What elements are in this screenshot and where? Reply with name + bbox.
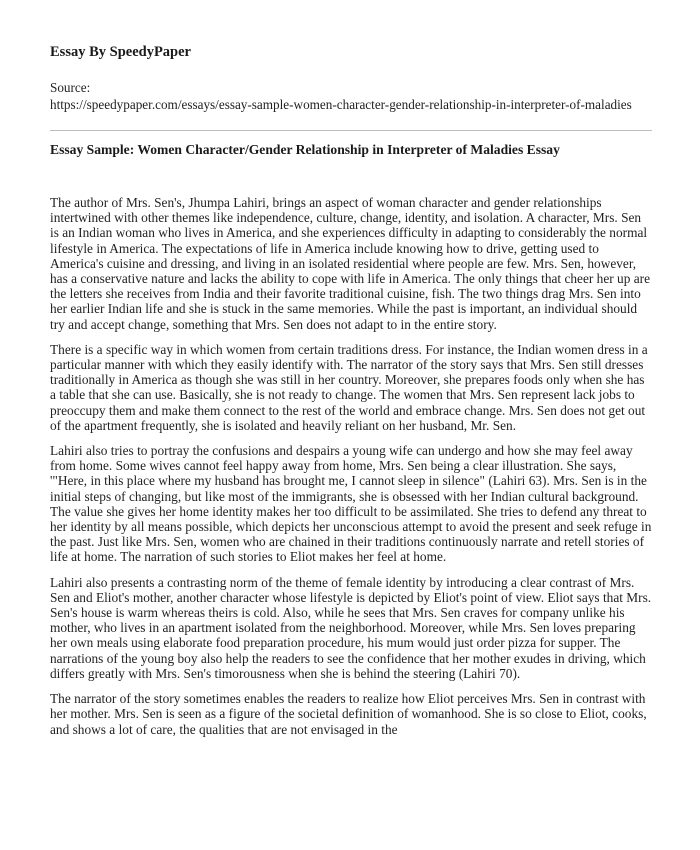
source-label: Source: (50, 80, 91, 95)
essay-paragraph-4: Lahiri also presents a contrasting norm of the theme of female identity by introducing a clear contrast of Mrs. Sen and Eliot's mother, another character whose lifestyle is depicted by Eliot's point of view. Eliot says that Mrs. Sen's house is warm whereas theirs is cold. Also, while he sees that Mrs. Sen craves for company unlike his mother, who lives in an apartment isolated from the neighborhood. Moreover, while Mrs. Sen loves preparing her own meals using elaborate food preparation procedure, his mum would just order pizza for supper. The narrations of the young boy also help the readers to see the confidence that her mother exudes in driving, which differs greatly with Mrs. Sen's timorousness when she is behind the steering (Lahiri 70). (50, 574, 652, 681)
source-block (50, 80, 652, 113)
divider (50, 130, 652, 131)
source-link[interactable]: https://speedypaper.com/essays/essay-sample-women-character-gender-relationship-in-interpreter-of-maladies (50, 96, 632, 112)
essay-paragraph-3: Lahiri also tries to portray the confusions and despairs a young wife can undergo and how she may feel away from home. Some wives cannot feel happy away from home, Mrs. Sen being a clear illustration. She says, '"Here, in this place where my husband has brought me, I cannot sleep in silence" (Lahiri 63). Mrs. Sen is in the initial steps of changing, but like most of the immigrants, she is obsessed with her Indian cultural background. The value she gives her home identity makes her too difficult to be assimilated. She tries to defend any threat to her identity by all means possible, which depicts her unconscious attempt to avoid the present and seek refuge in the past. Just like Mrs. Sen, women who are chained in their traditions continuously narrate and retell stories of life at home. The narration of such stories to Eliot makes her feel at home. (50, 443, 652, 565)
essay-title: Essay Sample: Women Character/Gender Relationship in Interpreter of Maladies Essay (50, 142, 560, 157)
essay-paragraph-5: The narrator of the story sometimes enables the readers to realize how Eliot perceives Mrs. Sen in contrast with her mother. Mrs. Sen is seen as a figure of the societal definition of womanhood. She is so close to Eliot, cooks, and shows a lot of care, the qualities that are not envisaged in the (50, 691, 647, 737)
essay-paragraph-1: The author of Mrs. Sen's, Jhumpa Lahiri, brings an aspect of woman character and gender relationships intertwined with other themes like independence, culture, change, identity, and isolation. A character, Mrs. Sen is an Indian woman who lives in America, and she experiences difficulty in adapting to considerably the normal lifestyle in America. The expectations of life in America include knowing how to drive, getting used to America's cuisine and dressing, and living in an isolated residential where people are few. Mrs. Sen, however, has a conservative nature and lacks the ability to cope with life in America. The only things that cheer her up are the letters she receives from India and their favorite traditional cuisine, fish. The two things drag Mrs. Sen into her earlier Indian life and she is stuck in the same memories. While the past is important, an individual should try and accept change, something that Mrs. Sen does not adapt to in the entire story. (50, 195, 651, 332)
essay-paragraph-2: There is a specific way in which women from certain traditions dress. For instance, the Indian women dress in a particular manner with which they easily identify with. The narrator of the story says that Mrs. Sen still dresses traditionally in America as though she was still in her country. Moreover, she prepares foods only when she has a table that she can use. Basically, she is not ready to change. The women that Mrs. Sen represent lack jobs to preoccupy them and make them connect to the rest of the world and embrace change. Mrs. Sen does not get out of the apartment frequently, she is isolated and heavily reliant on her husband, Mr. Sen. (50, 341, 648, 433)
document-title: Essay By SpeedyPaper (50, 44, 191, 60)
